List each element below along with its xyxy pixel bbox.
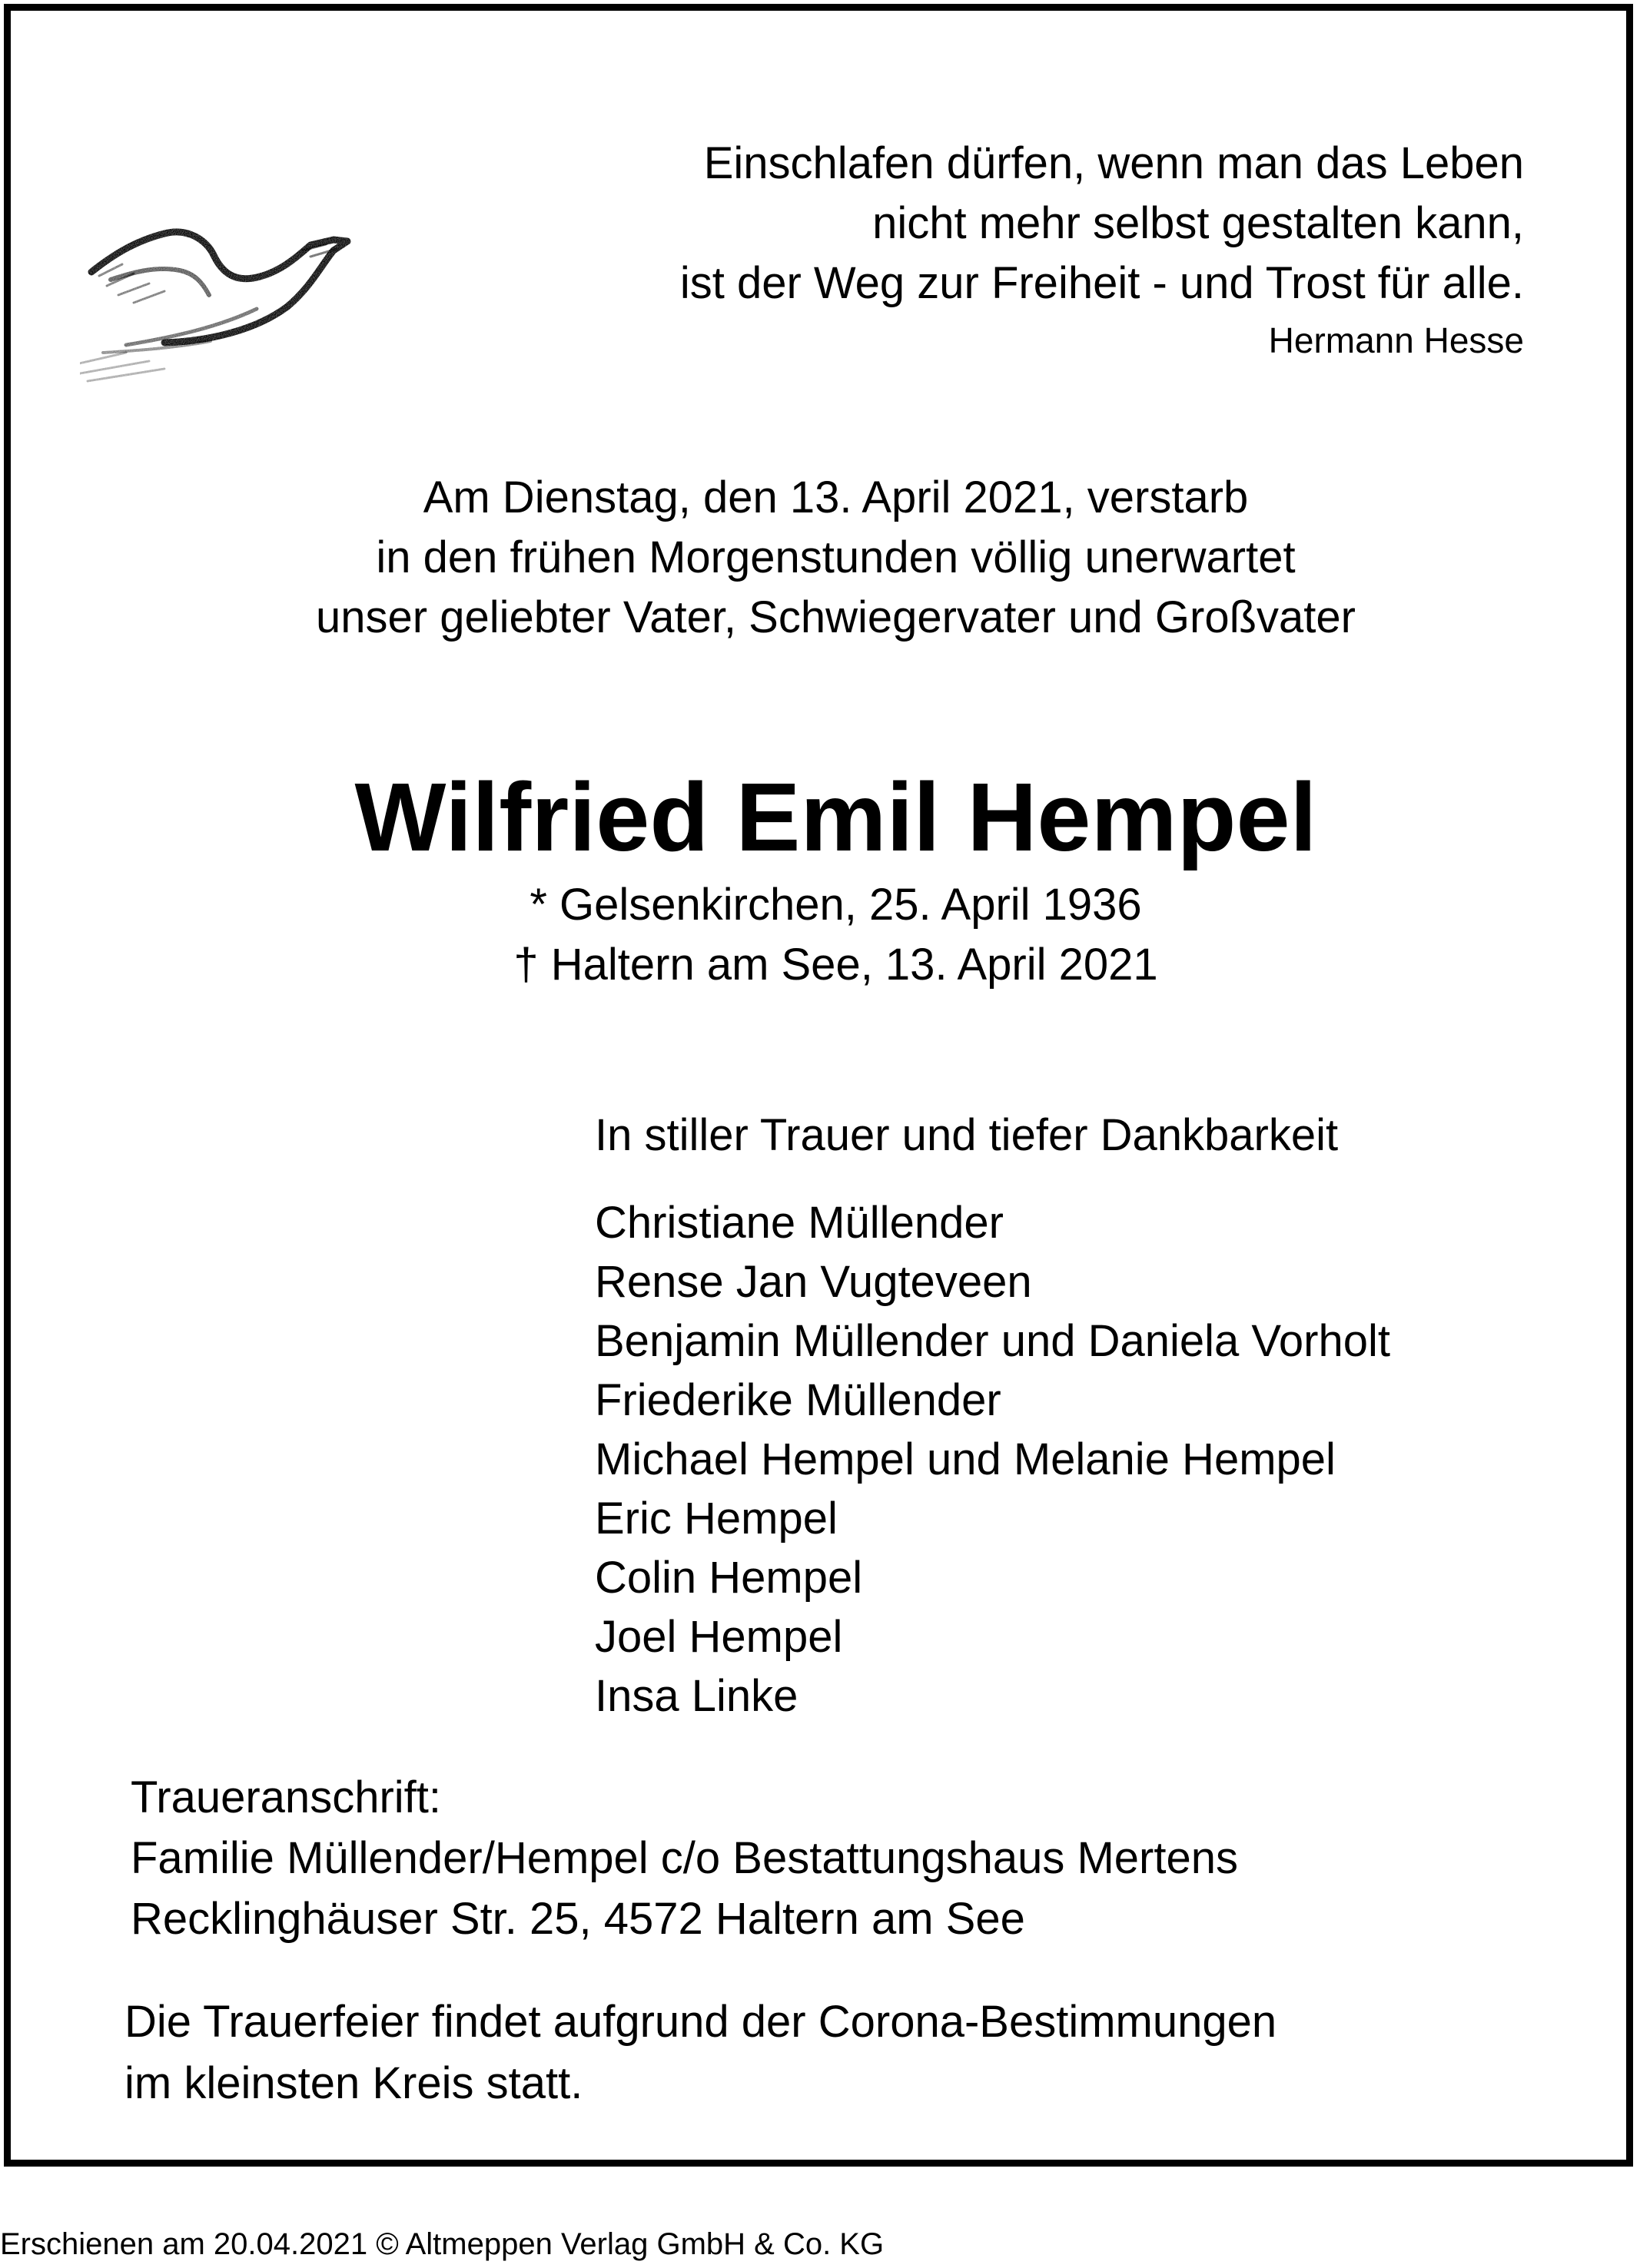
mourner-name: Eric Hempel <box>595 1494 838 1544</box>
publication-footer: Erschienen am 20.04.2021 © Altmeppen Verlag GmbH & Co. KG <box>0 2227 885 2261</box>
mourner-name: Friederike Müllender <box>595 1375 1001 1425</box>
death-announcement <box>11 468 1650 648</box>
mourners-block <box>595 1106 1390 1726</box>
quote-line: nicht mehr selbst gestalten kann, <box>872 198 1524 248</box>
quote-line: Einschlafen dürfen, wenn man das Leben <box>703 138 1524 188</box>
deceased-name: Wilfried Emil Hempel <box>354 763 1317 871</box>
mourner-name: Benjamin Müllender und Daniela Vorholt <box>595 1316 1390 1366</box>
quote-line: ist der Weg zur Freiheit - und Trost für alle. <box>679 258 1524 308</box>
notice-line: Die Trauerfeier findet aufgrund der Corona-Bestimmungen <box>124 1997 1277 2047</box>
quote-author: Hermann Hesse <box>1268 320 1524 360</box>
announcement-line: unser geliebter Vater, Schwiegervater und Großvater <box>316 592 1356 642</box>
mourner-name: Joel Hempel <box>595 1612 843 1662</box>
death-line: † Haltern am See, 13. April 2021 <box>513 940 1158 990</box>
mourner-name: Colin Hempel <box>595 1553 863 1603</box>
mourner-name: Rense Jan Vugteveen <box>595 1257 1032 1307</box>
mourner-name: Michael Hempel und Melanie Hempel <box>595 1434 1336 1484</box>
address-label: Traueranschrift: <box>131 1772 441 1822</box>
funeral-notice <box>124 1991 1277 2114</box>
mourner-name: Christiane Müllender <box>595 1198 1004 1248</box>
deceased-block <box>11 760 1650 995</box>
address-line: Recklinghäuser Str. 25, 4572 Haltern am See <box>131 1894 1025 1944</box>
mourners-heading: In stiller Trauer und tiefer Dankbarkeit <box>595 1110 1339 1160</box>
obituary-frame <box>4 4 1633 2167</box>
birth-line: * Gelsenkirchen, 25. April 1936 <box>530 880 1142 930</box>
bird-icon <box>80 180 480 387</box>
quote-block <box>680 134 1524 364</box>
address-line: Familie Müllender/Hempel c/o Bestattungshaus Mertens <box>131 1833 1238 1883</box>
mourning-address <box>131 1767 1238 1949</box>
notice-line: im kleinsten Kreis statt. <box>124 2058 583 2108</box>
mourner-name: Insa Linke <box>595 1671 798 1721</box>
announcement-line: in den frühen Morgenstunden völlig unerwartet <box>376 532 1296 582</box>
announcement-line: Am Dienstag, den 13. April 2021, verstarb <box>423 472 1249 522</box>
